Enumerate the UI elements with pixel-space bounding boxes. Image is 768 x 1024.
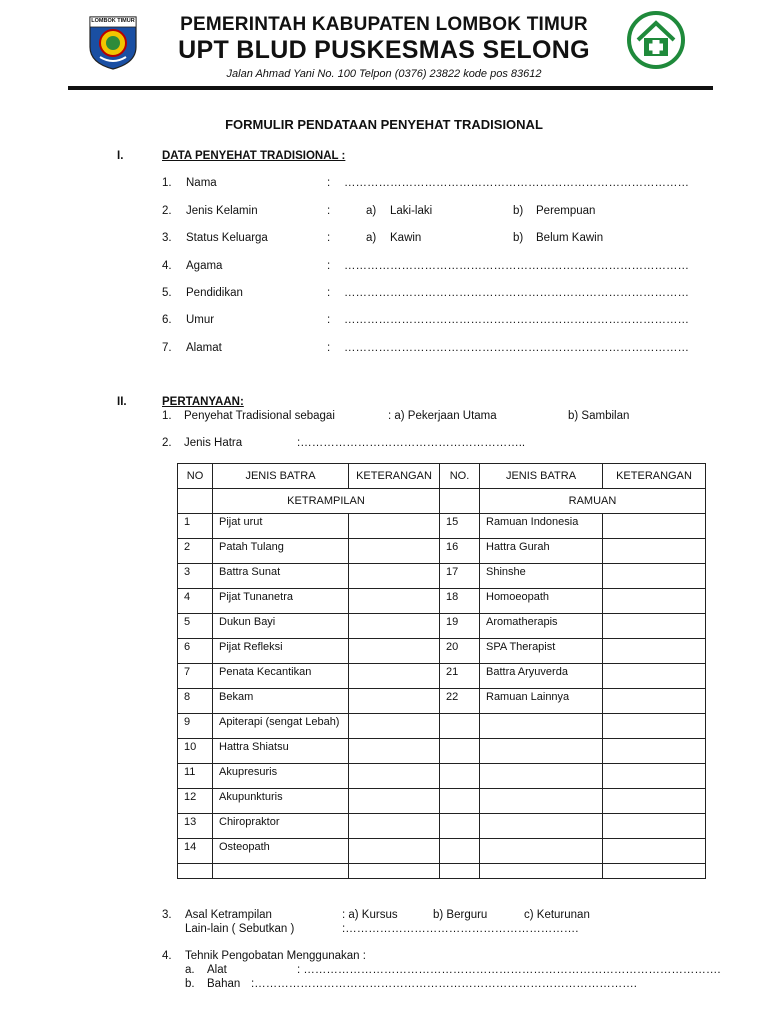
question-penyehat-sebagai: Penyehat Tradisional sebagai	[184, 410, 335, 422]
field-blank-umur[interactable]: ………………………………………………………………………………	[344, 314, 689, 326]
batra-name: Hattra Shiatsu	[213, 739, 349, 764]
keterangan-cell[interactable]	[603, 714, 706, 739]
batra-name	[480, 814, 603, 839]
table-row	[178, 789, 706, 814]
table-row	[178, 614, 706, 639]
header-divider	[68, 86, 713, 90]
batra-name: Patah Tulang	[213, 539, 349, 564]
field-number: 5.	[162, 287, 172, 299]
row-number: 3	[178, 564, 213, 589]
section-2-number: II.	[117, 396, 127, 408]
section-2-heading: PERTANYAAN:	[162, 396, 244, 408]
group-ramuan: RAMUAN	[480, 489, 706, 514]
row-number: 15	[440, 514, 480, 539]
table-header-row	[178, 464, 706, 489]
option-keturunan[interactable]: c) Keturunan	[524, 909, 590, 921]
field-colon: :	[327, 260, 331, 272]
batra-name	[480, 764, 603, 789]
keterangan-cell[interactable]	[349, 814, 440, 839]
table-row	[178, 689, 706, 714]
field-blank-bahan[interactable]: :……………………………………………………………………………………….	[251, 978, 637, 990]
row-number: 21	[440, 664, 480, 689]
field-blank-jenis-hatra[interactable]: :…………………………………………………..	[297, 437, 526, 449]
table-row	[178, 739, 706, 764]
batra-table	[177, 463, 706, 879]
table-row	[178, 589, 706, 614]
table-row	[178, 539, 706, 564]
batra-name: Osteopath	[213, 839, 349, 864]
group-ketrampilan: KETRAMPILAN	[213, 489, 440, 514]
row-number: 2	[178, 539, 213, 564]
row-number: 6	[178, 639, 213, 664]
keterangan-cell[interactable]	[603, 614, 706, 639]
batra-name: Pijat urut	[213, 514, 349, 539]
field-number: 1.	[162, 177, 172, 189]
field-blank-lain-lain[interactable]: :…………………………………………………….	[342, 923, 579, 935]
batra-name: Hattra Gurah	[480, 539, 603, 564]
row-number: 1	[178, 514, 213, 539]
row-number: 16	[440, 539, 480, 564]
empty-cell	[213, 864, 349, 879]
keterangan-cell[interactable]	[603, 764, 706, 789]
batra-name: Homoeopath	[480, 589, 603, 614]
batra-name: Bekam	[213, 689, 349, 714]
empty-cell	[603, 864, 706, 879]
empty-cell	[480, 864, 603, 879]
logo-caption: LOMBOK TIMUR	[91, 18, 135, 24]
sub-item-bahan: Bahan	[207, 978, 241, 990]
field-colon: :	[327, 177, 331, 189]
sub-item-alat: Alat	[207, 964, 227, 976]
question-number: 1.	[162, 410, 172, 422]
batra-name: Ramuan Indonesia	[480, 514, 603, 539]
keterangan-cell[interactable]	[603, 564, 706, 589]
row-number	[440, 789, 480, 814]
keterangan-cell[interactable]	[603, 589, 706, 614]
row-number: 17	[440, 564, 480, 589]
header-no: NO.	[440, 464, 480, 489]
batra-name: Akupunkturis	[213, 789, 349, 814]
keterangan-cell[interactable]	[349, 639, 440, 664]
row-number: 13	[178, 814, 213, 839]
field-label-umur: Umur	[186, 314, 215, 326]
row-number: 10	[178, 739, 213, 764]
row-number: 4	[178, 589, 213, 614]
row-number: 20	[440, 639, 480, 664]
field-colon: :	[327, 342, 331, 354]
empty-cell	[349, 864, 440, 879]
row-number	[440, 714, 480, 739]
field-blank-agama[interactable]: ………………………………………………………………………………	[344, 260, 689, 272]
row-number: 22	[440, 689, 480, 714]
question-number: 3.	[162, 909, 172, 921]
field-label-jenis-kelamin: Jenis Kelamin	[186, 205, 258, 217]
batra-name: Chiropraktor	[213, 814, 349, 839]
keterangan-cell[interactable]	[603, 814, 706, 839]
field-colon: :	[327, 314, 331, 326]
batra-name: Pijat Refleksi	[213, 639, 349, 664]
section-1-heading: DATA PENYEHAT TRADISIONAL :	[162, 150, 346, 162]
batra-name: Akupresuris	[213, 764, 349, 789]
question-asal-ketrampilan: Asal Ketrampilan	[185, 909, 272, 921]
header-no: NO	[178, 464, 213, 489]
table-blank-row	[178, 864, 706, 879]
batra-name	[480, 739, 603, 764]
field-label-pendidikan: Pendidikan	[186, 287, 243, 299]
field-colon: :	[327, 287, 331, 299]
field-number: 2.	[162, 205, 172, 217]
option-perempuan[interactable]: Perempuan	[536, 205, 596, 217]
keterangan-cell[interactable]	[603, 664, 706, 689]
keterangan-cell[interactable]	[349, 514, 440, 539]
row-number: 9	[178, 714, 213, 739]
option-mark: a)	[366, 232, 377, 244]
field-label-agama: Agama	[186, 260, 223, 272]
keterangan-cell[interactable]	[349, 564, 440, 589]
row-number	[440, 739, 480, 764]
keterangan-cell[interactable]	[349, 764, 440, 789]
empty-cell	[178, 864, 213, 879]
row-number: 7	[178, 664, 213, 689]
batra-name: SPA Therapist	[480, 639, 603, 664]
field-number: 4.	[162, 260, 172, 272]
batra-name: Ramuan Lainnya	[480, 689, 603, 714]
header-government: PEMERINTAH KABUPATEN LOMBOK TIMUR	[180, 14, 588, 35]
field-blank-nama[interactable]: ………………………………………………………………………………	[344, 177, 689, 189]
batra-name: Apiterapi (sengat Lebah)	[213, 714, 349, 739]
table-row	[178, 814, 706, 839]
keterangan-cell[interactable]	[349, 689, 440, 714]
option-belum-kawin[interactable]: Belum Kawin	[536, 232, 604, 244]
option-mark: b)	[513, 232, 524, 244]
table-row	[178, 639, 706, 664]
keterangan-cell[interactable]	[603, 639, 706, 664]
question-lain-lain: Lain-lain ( Sebutkan )	[185, 923, 295, 935]
header-institution: UPT BLUD PUSKESMAS SELONG	[178, 36, 590, 64]
batra-name: Battra Sunat	[213, 564, 349, 589]
batra-name	[480, 839, 603, 864]
question-jenis-hatra: Jenis Hatra	[184, 437, 243, 449]
keterangan-cell[interactable]	[603, 539, 706, 564]
keterangan-cell[interactable]	[603, 739, 706, 764]
option-kawin[interactable]: Kawin	[390, 232, 422, 244]
table-row	[178, 764, 706, 789]
header-keterangan: KETERANGAN	[603, 464, 706, 489]
row-number	[440, 764, 480, 789]
keterangan-cell[interactable]	[349, 714, 440, 739]
keterangan-cell[interactable]	[603, 839, 706, 864]
header-keterangan: KETERANGAN	[349, 464, 440, 489]
option-mark: b)	[513, 205, 524, 217]
row-number: 19	[440, 614, 480, 639]
section-1-number: I.	[117, 150, 124, 162]
keterangan-cell[interactable]	[349, 589, 440, 614]
option-sambilan[interactable]: b) Sambilan	[568, 410, 630, 422]
batra-name: Penata Kecantikan	[213, 664, 349, 689]
question-number: 2.	[162, 437, 172, 449]
table-group-row	[178, 489, 706, 514]
keterangan-cell[interactable]	[603, 514, 706, 539]
batra-name	[480, 789, 603, 814]
field-label-alamat: Alamat	[186, 342, 222, 354]
field-colon: :	[327, 205, 331, 217]
table-row	[178, 839, 706, 864]
field-number: 3.	[162, 232, 172, 244]
option-berguru[interactable]: b) Berguru	[433, 909, 488, 921]
batra-name: Pijat Tunanetra	[213, 589, 349, 614]
field-blank-alat[interactable]: : ……………………………………………………………………………………………….	[297, 964, 721, 976]
sub-item-mark: a.	[185, 964, 195, 976]
option-pekerjaan-utama[interactable]: : a) Pekerjaan Utama	[388, 410, 497, 422]
keterangan-cell[interactable]	[349, 539, 440, 564]
option-mark: a)	[366, 205, 377, 217]
keterangan-cell[interactable]	[349, 614, 440, 639]
row-number: 5	[178, 614, 213, 639]
row-number: 18	[440, 589, 480, 614]
header-jenis-batra: JENIS BATRA	[480, 464, 603, 489]
empty-cell	[178, 489, 213, 514]
field-colon: :	[327, 232, 331, 244]
field-blank-alamat[interactable]: ………………………………………………………………………………	[344, 342, 689, 354]
batra-name: Shinshe	[480, 564, 603, 589]
batra-name: Aromatherapis	[480, 614, 603, 639]
field-label-status-keluarga: Status Keluarga	[186, 232, 268, 244]
question-tehnik-pengobatan: Tehnik Pengobatan Menggunakan :	[185, 950, 366, 962]
row-number: 11	[178, 764, 213, 789]
keterangan-cell[interactable]	[349, 789, 440, 814]
row-number: 14	[178, 839, 213, 864]
header-jenis-batra: JENIS BATRA	[213, 464, 349, 489]
table-row	[178, 664, 706, 689]
table-row	[178, 714, 706, 739]
header-address: Jalan Ahmad Yani No. 100 Telpon (0376) 23822 kode pos 83612	[226, 68, 542, 80]
keterangan-cell[interactable]	[349, 739, 440, 764]
keterangan-cell[interactable]	[603, 789, 706, 814]
keterangan-cell[interactable]	[349, 664, 440, 689]
batra-name: Battra Aryuverda	[480, 664, 603, 689]
table-row	[178, 564, 706, 589]
form-title: FORMULIR PENDATAAN PENYEHAT TRADISIONAL	[225, 117, 543, 132]
field-label-nama: Nama	[186, 177, 217, 189]
empty-cell	[440, 864, 480, 879]
batra-name	[480, 714, 603, 739]
option-kursus[interactable]: : a) Kursus	[342, 909, 398, 921]
keterangan-cell[interactable]	[349, 839, 440, 864]
sub-item-mark: b.	[185, 978, 195, 990]
row-number	[440, 839, 480, 864]
row-number: 8	[178, 689, 213, 714]
empty-cell	[440, 489, 480, 514]
table-row	[178, 514, 706, 539]
question-number: 4.	[162, 950, 172, 962]
row-number	[440, 814, 480, 839]
batra-name: Dukun Bayi	[213, 614, 349, 639]
row-number: 12	[178, 789, 213, 814]
keterangan-cell[interactable]	[603, 689, 706, 714]
field-blank-pendidikan[interactable]: ………………………………………………………………………………	[344, 287, 689, 299]
field-number: 6.	[162, 314, 172, 326]
option-laki-laki[interactable]: Laki-laki	[390, 205, 433, 217]
field-number: 7.	[162, 342, 172, 354]
